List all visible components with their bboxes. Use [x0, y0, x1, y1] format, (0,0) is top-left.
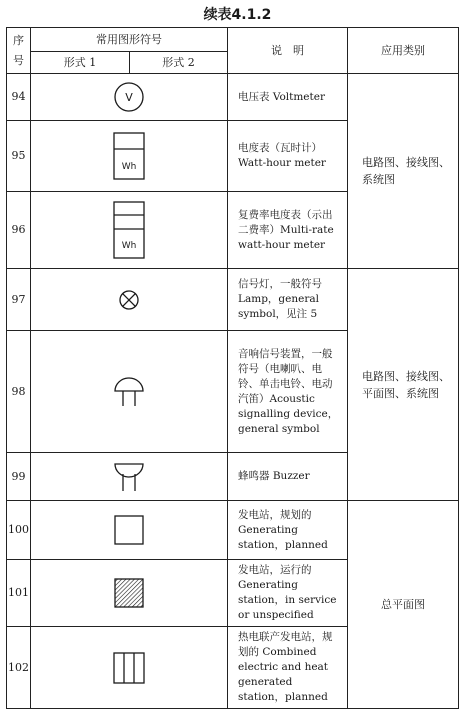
svg-text:V: V — [125, 91, 133, 104]
svg-text:Wh: Wh — [121, 162, 137, 172]
table-row — [7, 269, 459, 331]
svg-text:Wh: Wh — [121, 241, 137, 251]
table-row — [7, 74, 459, 121]
header-seq: 序号 — [7, 28, 31, 74]
station-in-service-icon — [114, 578, 144, 608]
category-group-3: 总平面图 — [348, 501, 459, 709]
acoustic-device-icon — [113, 376, 145, 408]
row-number: 97 — [7, 269, 31, 331]
watt-hour-meter-icon — [113, 132, 145, 180]
symbol-cell — [31, 331, 228, 453]
multi-rate-meter-icon — [113, 201, 145, 259]
row-description: 电压表 Voltmeter — [228, 74, 348, 121]
symbol-cell — [31, 453, 228, 501]
buzzer-icon — [113, 462, 145, 492]
symbol-cell — [31, 121, 228, 192]
row-description: 发电站，规划的 Generating station，planned — [228, 501, 348, 560]
header-category: 应用类别 — [348, 28, 459, 74]
row-number: 95 — [7, 121, 31, 192]
symbol-cell — [31, 627, 228, 709]
header-symbols: 常用图形符号 — [31, 28, 228, 52]
category-group-2: 电路图、接线图、平面图、系统图 — [348, 269, 459, 501]
page-title: 续表4.1.2 — [203, 7, 272, 23]
row-description: 热电联产发电站，规划的 Combined electric and heat generated station，planned — [228, 627, 348, 709]
header-form2: 形式 2 — [130, 52, 228, 74]
circle-v-icon — [112, 80, 146, 114]
row-description: 发电站，运行的 Generating station，in service or unspecified — [228, 560, 348, 627]
row-number: 96 — [7, 192, 31, 269]
row-description: 电度表（瓦时计）Watt-hour meter — [228, 121, 348, 192]
signal-lamp-icon — [118, 289, 140, 311]
chp-station-planned-icon — [113, 652, 145, 684]
symbol-cell — [31, 192, 228, 269]
row-number: 94 — [7, 74, 31, 121]
row-number: 98 — [7, 331, 31, 453]
symbol-cell — [31, 560, 228, 627]
row-description: 复费率电度表（示出二费率）Multi-rate watt-hour meter — [228, 192, 348, 269]
row-description: 音响信号装置，一般符号（电喇叭、电铃、单击电铃、电动汽笛）Acoustic signalling device，general symbol — [228, 331, 348, 453]
row-number: 100 — [7, 501, 31, 560]
table-row — [7, 501, 459, 560]
row-number: 102 — [7, 627, 31, 709]
row-description: 信号灯，一般符号 Lamp，general symbol，见注 5 — [228, 269, 348, 331]
symbol-cell — [31, 74, 228, 121]
category-group-1: 电路图、接线图、系统图 — [348, 74, 459, 269]
symbol-cell — [31, 501, 228, 560]
row-number: 99 — [7, 453, 31, 501]
station-planned-icon — [114, 515, 144, 545]
symbol-cell — [31, 269, 228, 331]
header-description: 说 明 — [228, 28, 348, 74]
header-form1: 形式 1 — [31, 52, 130, 74]
row-number: 101 — [7, 560, 31, 627]
symbol-table — [6, 27, 459, 709]
row-description: 蜂鸣器 Buzzer — [228, 453, 348, 501]
